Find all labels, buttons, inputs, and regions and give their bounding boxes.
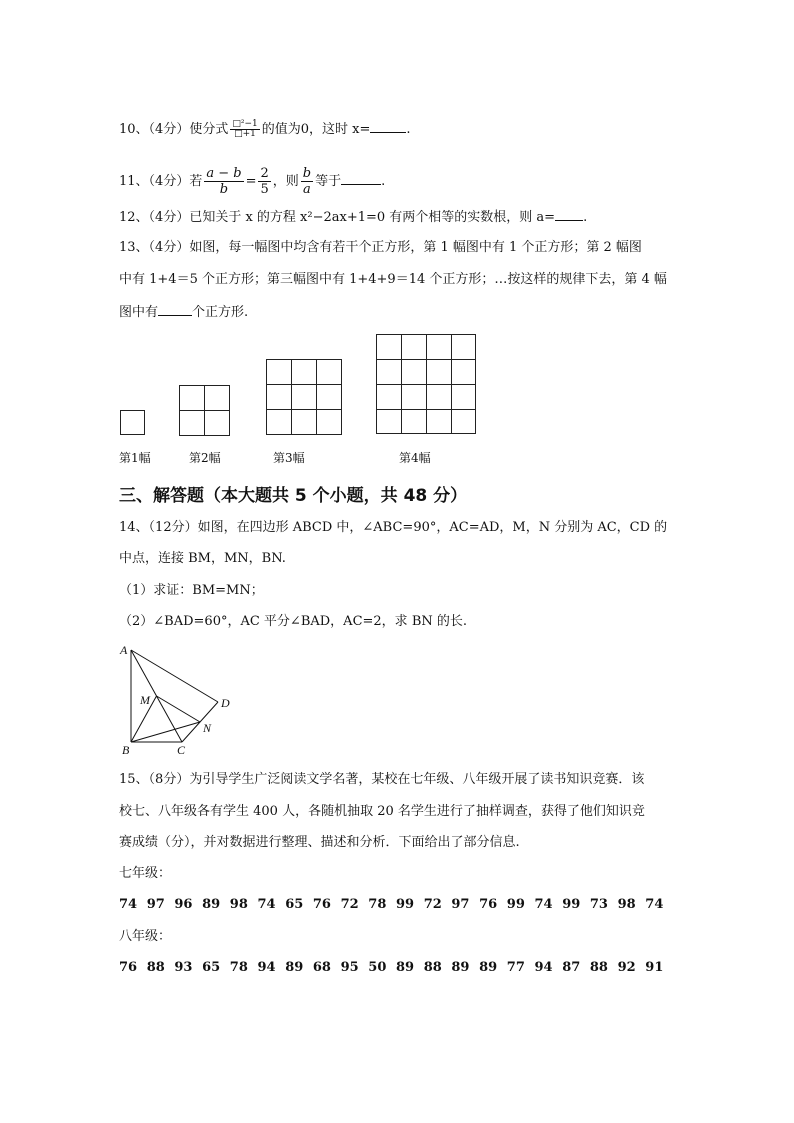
grade8-score: 65: [202, 960, 221, 975]
segment-MN: [157, 696, 201, 722]
question-12: [119, 208, 587, 226]
q13-line3-post: 个正方形.: [192, 305, 249, 320]
q10-fraction: [230, 120, 259, 139]
grade8-score: 78: [229, 960, 248, 975]
q11-f3-den: a: [303, 182, 311, 197]
grade7-score: 89: [202, 897, 221, 912]
section-3-heading: 三、解答题（本大题共 5 个小题，共 48 分）: [119, 486, 468, 506]
grade8-score: 76: [119, 960, 138, 975]
grade8-score: 77: [506, 960, 525, 975]
grade7-score: 96: [174, 897, 193, 912]
q13-line3-pre: 图中有: [119, 305, 159, 320]
q12-answer-blank: [555, 208, 583, 221]
q13-figure-4: [376, 334, 477, 435]
grade7-score: 76: [312, 897, 331, 912]
q10-frac-den: □+1: [234, 129, 256, 139]
q14-line-2: 中点，连接 BM，MN，BN.: [119, 551, 286, 566]
q11-suffix: 等于: [315, 174, 342, 189]
q11-f2-num: 2: [260, 166, 269, 181]
grade8-score: 93: [174, 960, 193, 975]
q13-figure-2: [179, 385, 231, 437]
grade7-score: 98: [229, 897, 248, 912]
grade7-score: 99: [506, 897, 525, 912]
label-C: C: [177, 743, 186, 757]
label-A: A: [120, 643, 128, 657]
grade7-score: 99: [396, 897, 415, 912]
question-10: [119, 120, 411, 139]
grade7-score: 99: [562, 897, 581, 912]
q10-end: .: [406, 122, 411, 137]
grade8-score: 87: [562, 960, 581, 975]
grade8-score: 94: [534, 960, 553, 975]
q13-line-2: 中有 1+4＝5 个正方形；第三幅图中有 1+4+9＝14 个正方形；…按这样的规律下去，第 4 幅: [119, 272, 667, 287]
q11-f1-num: a − b: [206, 166, 242, 181]
q11-f3-num: b: [302, 166, 312, 181]
grade7-label: 七年级：: [119, 866, 172, 881]
grade8-score: 88: [589, 960, 608, 975]
q15-line-2: 校七、八年级各有学生 400 人，各随机抽取 20 名学生进行了抽样调查，获得了他们知识竞: [119, 804, 645, 819]
q12-text: 12、（4分）已知关于 x 的方程 x²−2ax+1=0 有两个相等的实数根，则 a=: [119, 210, 556, 225]
q15-line-3: 赛成绩（分），并对数据进行整理、描述和分析．下面给出了部分信息.: [119, 835, 520, 850]
grade8-score: 89: [451, 960, 470, 975]
grade7-score: 78: [368, 897, 387, 912]
q11-answer-blank: [341, 172, 381, 185]
grade7-score: 97: [451, 897, 470, 912]
grade8-label: 八年级：: [119, 929, 172, 944]
grade7-score: 97: [146, 897, 165, 912]
q11-mid: ，则: [272, 174, 299, 189]
q14-part-1: （1）求证：BM=MN；: [119, 583, 264, 598]
q11-fraction-3: [301, 166, 313, 197]
q11-fraction-2: [258, 166, 270, 197]
grade8-score: 89: [396, 960, 415, 975]
q11-f2-den: 5: [260, 182, 269, 197]
q14-geometry-figure: [110, 640, 240, 760]
grade7-score: 72: [340, 897, 359, 912]
grade7-score: 98: [617, 897, 636, 912]
q12-end: .: [583, 210, 588, 225]
grade7-score: 72: [423, 897, 442, 912]
q13-answer-blank: [158, 303, 192, 316]
q10-answer-blank: [370, 120, 406, 133]
grade7-score: 73: [589, 897, 608, 912]
label-N: N: [203, 721, 212, 735]
q13-figure-1: [120, 410, 146, 436]
q14-line-1: 14、（12分）如图，在四边形 ABCD 中，∠ABC=90°，AC=AD，M，N 分别为 AC，CD 的: [119, 520, 668, 535]
grade8-score: 94: [257, 960, 276, 975]
grade8-score: 92: [617, 960, 636, 975]
grade7-score: 74: [257, 897, 276, 912]
grade8-score: 68: [312, 960, 331, 975]
q13-caption-1: 第1幅: [119, 451, 151, 465]
grade7-score: 74: [645, 897, 664, 912]
q13-caption-2: 第2幅: [189, 451, 221, 465]
segment-BN: [131, 722, 200, 742]
question-11: [119, 166, 385, 197]
q11-fraction-1: [204, 166, 243, 197]
q10-prefix: 10、（4分）使分式: [119, 122, 229, 137]
q11-eq: =: [245, 174, 257, 189]
label-D: D: [221, 696, 230, 710]
grade8-score: 88: [146, 960, 165, 975]
q14-part-2: （2）∠BAD=60°，AC 平分∠BAD，AC=2，求 BN 的长.: [119, 614, 468, 629]
label-B: B: [122, 743, 130, 757]
q13-line-3: [119, 303, 248, 321]
q10-suffix: 的值为0，这时 x=: [261, 122, 371, 137]
grade7-score: 74: [534, 897, 553, 912]
grade8-score: 89: [479, 960, 498, 975]
grade7-score: 65: [285, 897, 304, 912]
grade8-score: 91: [645, 960, 664, 975]
q13-figure-3: [266, 359, 343, 436]
grade8-score: 95: [340, 960, 359, 975]
grade7-score: 76: [479, 897, 498, 912]
q11-end: .: [381, 174, 386, 189]
q11-prefix: 11、（4分）若: [119, 174, 203, 189]
q11-f1-den: b: [219, 182, 229, 197]
q13-line-1: 13、（4分）如图，每一幅图中均含有若干个正方形，第 1 幅图中有 1 个正方形；第 2 幅图: [119, 240, 642, 255]
label-M: M: [140, 693, 150, 707]
q10-frac-num: □²−1: [232, 119, 258, 129]
q15-line-1: 15、（8分）为引导学生广泛阅读文学名著，某校在七年级、八年级开展了读书知识竞赛．该: [119, 772, 645, 787]
grade8-score: 88: [423, 960, 442, 975]
q13-caption-4: 第4幅: [399, 451, 431, 465]
grade7-score: 74: [119, 897, 138, 912]
q13-caption-3: 第3幅: [273, 451, 305, 465]
grade8-score: 89: [285, 960, 304, 975]
grade8-score: 50: [368, 960, 387, 975]
